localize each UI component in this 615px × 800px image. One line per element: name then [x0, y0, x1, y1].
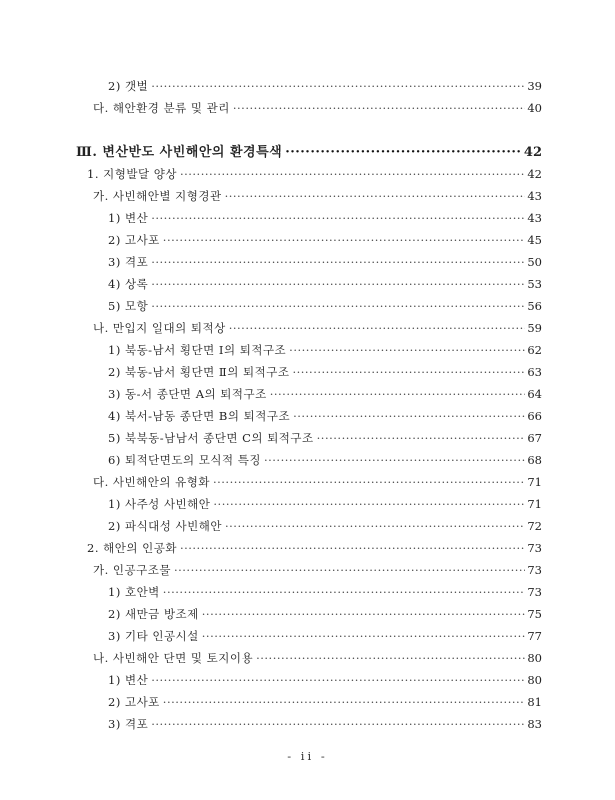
- toc-entry-page: 64: [527, 387, 542, 401]
- toc-entry: [108, 343, 542, 357]
- toc-entry-label: 2) 고사포: [108, 695, 160, 709]
- dot-leader: [180, 167, 525, 181]
- toc-entry: [108, 717, 542, 731]
- toc-entry: [108, 453, 542, 467]
- toc-entry-page: 80: [527, 651, 542, 665]
- dot-leader: [213, 497, 525, 511]
- toc-entry: [93, 475, 542, 489]
- toc-entry-label: 5) 북북동-남남서 종단면 C의 퇴적구조: [108, 431, 314, 445]
- toc-entry: [93, 101, 542, 115]
- toc-entry-label: 6) 퇴적단면도의 모식적 특징: [108, 453, 261, 467]
- toc-entry-page: 40: [527, 101, 542, 115]
- toc-entry: [108, 519, 542, 533]
- toc-entry-label: 1) 변산: [108, 211, 149, 225]
- dot-leader: [180, 541, 525, 555]
- toc-entry-page: 42: [527, 167, 542, 181]
- toc-entry-label: 가. 인공구조물: [93, 563, 171, 577]
- page-number-footer: - ii -: [287, 749, 328, 763]
- dot-leader: [151, 299, 525, 313]
- toc-entry-label: 1) 북동-남서 횡단면 Ⅰ의 퇴적구조: [108, 343, 287, 357]
- toc-entry: [108, 607, 542, 621]
- toc-entry-label: 2) 북동-남서 횡단면 Ⅱ의 퇴적구조: [108, 365, 290, 379]
- dot-leader: [317, 431, 526, 445]
- dot-leader: [151, 211, 525, 225]
- toc-entry: [93, 563, 542, 577]
- toc-entry: [87, 167, 542, 181]
- dot-leader: [151, 277, 525, 291]
- dot-leader: [225, 519, 525, 533]
- toc-entry-page: 73: [527, 585, 542, 599]
- toc-entry: [108, 431, 542, 445]
- dot-leader: [256, 651, 525, 665]
- toc-entry-label: 2) 새만금 방조제: [108, 607, 199, 621]
- toc-entry-label: 가. 사빈해안별 지형경관: [93, 189, 222, 203]
- toc-entry: [108, 673, 542, 687]
- toc-chapter-entry: [76, 145, 542, 161]
- dot-leader: [292, 365, 525, 379]
- dot-leader: [202, 629, 526, 643]
- toc-entry-label: 3) 기타 인공시설: [108, 629, 199, 643]
- toc-entry-label: Ⅲ. 변산반도 사빈해안의 환경특색: [76, 145, 283, 160]
- toc-entry-label: 3) 격포: [108, 255, 149, 269]
- toc-entry: [108, 255, 542, 269]
- toc-entry: [108, 387, 542, 401]
- toc-entry: [108, 211, 542, 225]
- dot-leader: [293, 409, 525, 423]
- toc-entry-page: 62: [527, 343, 542, 357]
- dot-leader: [151, 673, 525, 687]
- toc-entry-page: 67: [527, 431, 542, 445]
- toc-entry-page: 53: [527, 277, 542, 291]
- dot-leader: [233, 101, 525, 115]
- toc-entry-page: 45: [527, 233, 542, 247]
- toc-entry: [93, 189, 542, 203]
- dot-leader: [151, 255, 525, 269]
- toc-entry-page: 63: [527, 365, 542, 379]
- toc-entry-page: 56: [527, 299, 542, 313]
- toc-entry-label: 다. 사빈해안의 유형화: [93, 475, 210, 489]
- dot-leader: [202, 607, 526, 621]
- toc-entry-label: 다. 해안환경 분류 및 관리: [93, 101, 230, 115]
- toc-entry: [108, 299, 542, 313]
- toc-entry-page: 42: [523, 145, 542, 160]
- toc-entry-label: 2. 해안의 인공화: [87, 541, 177, 555]
- toc-entry-label: 2) 고사포: [108, 233, 160, 247]
- dot-leader: [270, 387, 526, 401]
- toc-entry: [108, 497, 542, 511]
- dot-leader: [151, 79, 525, 93]
- toc-entry-label: 2) 파식대성 사빈해안: [108, 519, 222, 533]
- toc-entry-page: 81: [527, 695, 542, 709]
- toc-entry: [108, 585, 542, 599]
- toc-entry-label: 4) 북서-남동 종단면 B의 퇴적구조: [108, 409, 291, 423]
- dot-leader: [213, 475, 525, 489]
- toc-entry-page: 72: [527, 519, 542, 533]
- dot-leader: [225, 189, 526, 203]
- toc-entry: [108, 695, 542, 709]
- dot-leader: [163, 585, 526, 599]
- dot-leader: [229, 321, 526, 335]
- toc-entry-page: 73: [527, 563, 542, 577]
- toc-entry-label: 1) 변산: [108, 673, 149, 687]
- toc-entry: [108, 277, 542, 291]
- toc-entry-label: 나. 사빈해안 단면 및 토지이용: [93, 651, 254, 665]
- dot-leader: [264, 453, 525, 467]
- toc-entry-page: 71: [527, 475, 542, 489]
- toc-entry-page: 43: [527, 211, 542, 225]
- toc-entry-page: 68: [527, 453, 542, 467]
- toc-entry: [108, 629, 542, 643]
- dot-leader: [163, 695, 526, 709]
- toc-entry-label: 1) 호안벽: [108, 585, 160, 599]
- dot-leader: [289, 343, 525, 357]
- toc-entry: [87, 541, 542, 555]
- toc-entry-label: 1) 사주성 사빈해안: [108, 497, 211, 511]
- toc-entry-page: 50: [527, 255, 542, 269]
- dot-leader: [151, 717, 525, 731]
- toc-entry-label: 나. 만입지 일대의 퇴적상: [93, 321, 226, 335]
- toc-entry-label: 3) 동-서 종단면 A의 퇴적구조: [108, 387, 267, 401]
- dot-leader: [163, 233, 526, 247]
- dot-leader: [285, 145, 522, 161]
- toc-entry: [93, 651, 542, 665]
- toc-entry-page: 80: [527, 673, 542, 687]
- toc-entry-page: 75: [527, 607, 542, 621]
- toc-entry-label: 4) 상록: [108, 277, 149, 291]
- toc-entry: [108, 233, 542, 247]
- toc-entry: [108, 365, 542, 379]
- dot-leader: [174, 563, 525, 577]
- toc-entry-label: 5) 모항: [108, 299, 149, 313]
- toc-entry-page: 73: [527, 541, 542, 555]
- toc-entry-page: 77: [527, 629, 542, 643]
- toc-entry-page: 39: [527, 79, 542, 93]
- toc-entry-label: 3) 격포: [108, 717, 149, 731]
- toc-entry: [93, 321, 542, 335]
- toc-entry-label: 1. 지형발달 양상: [87, 167, 177, 181]
- toc-entry-label: 2) 갯벌: [108, 79, 149, 93]
- toc-entry-page: 71: [527, 497, 542, 511]
- toc-entry-page: 59: [527, 321, 542, 335]
- toc-entry: [108, 79, 542, 93]
- toc-entry-page: 43: [527, 189, 542, 203]
- toc-entry-page: 83: [527, 717, 542, 731]
- toc-entry-page: 66: [527, 409, 542, 423]
- toc-entry: [108, 409, 542, 423]
